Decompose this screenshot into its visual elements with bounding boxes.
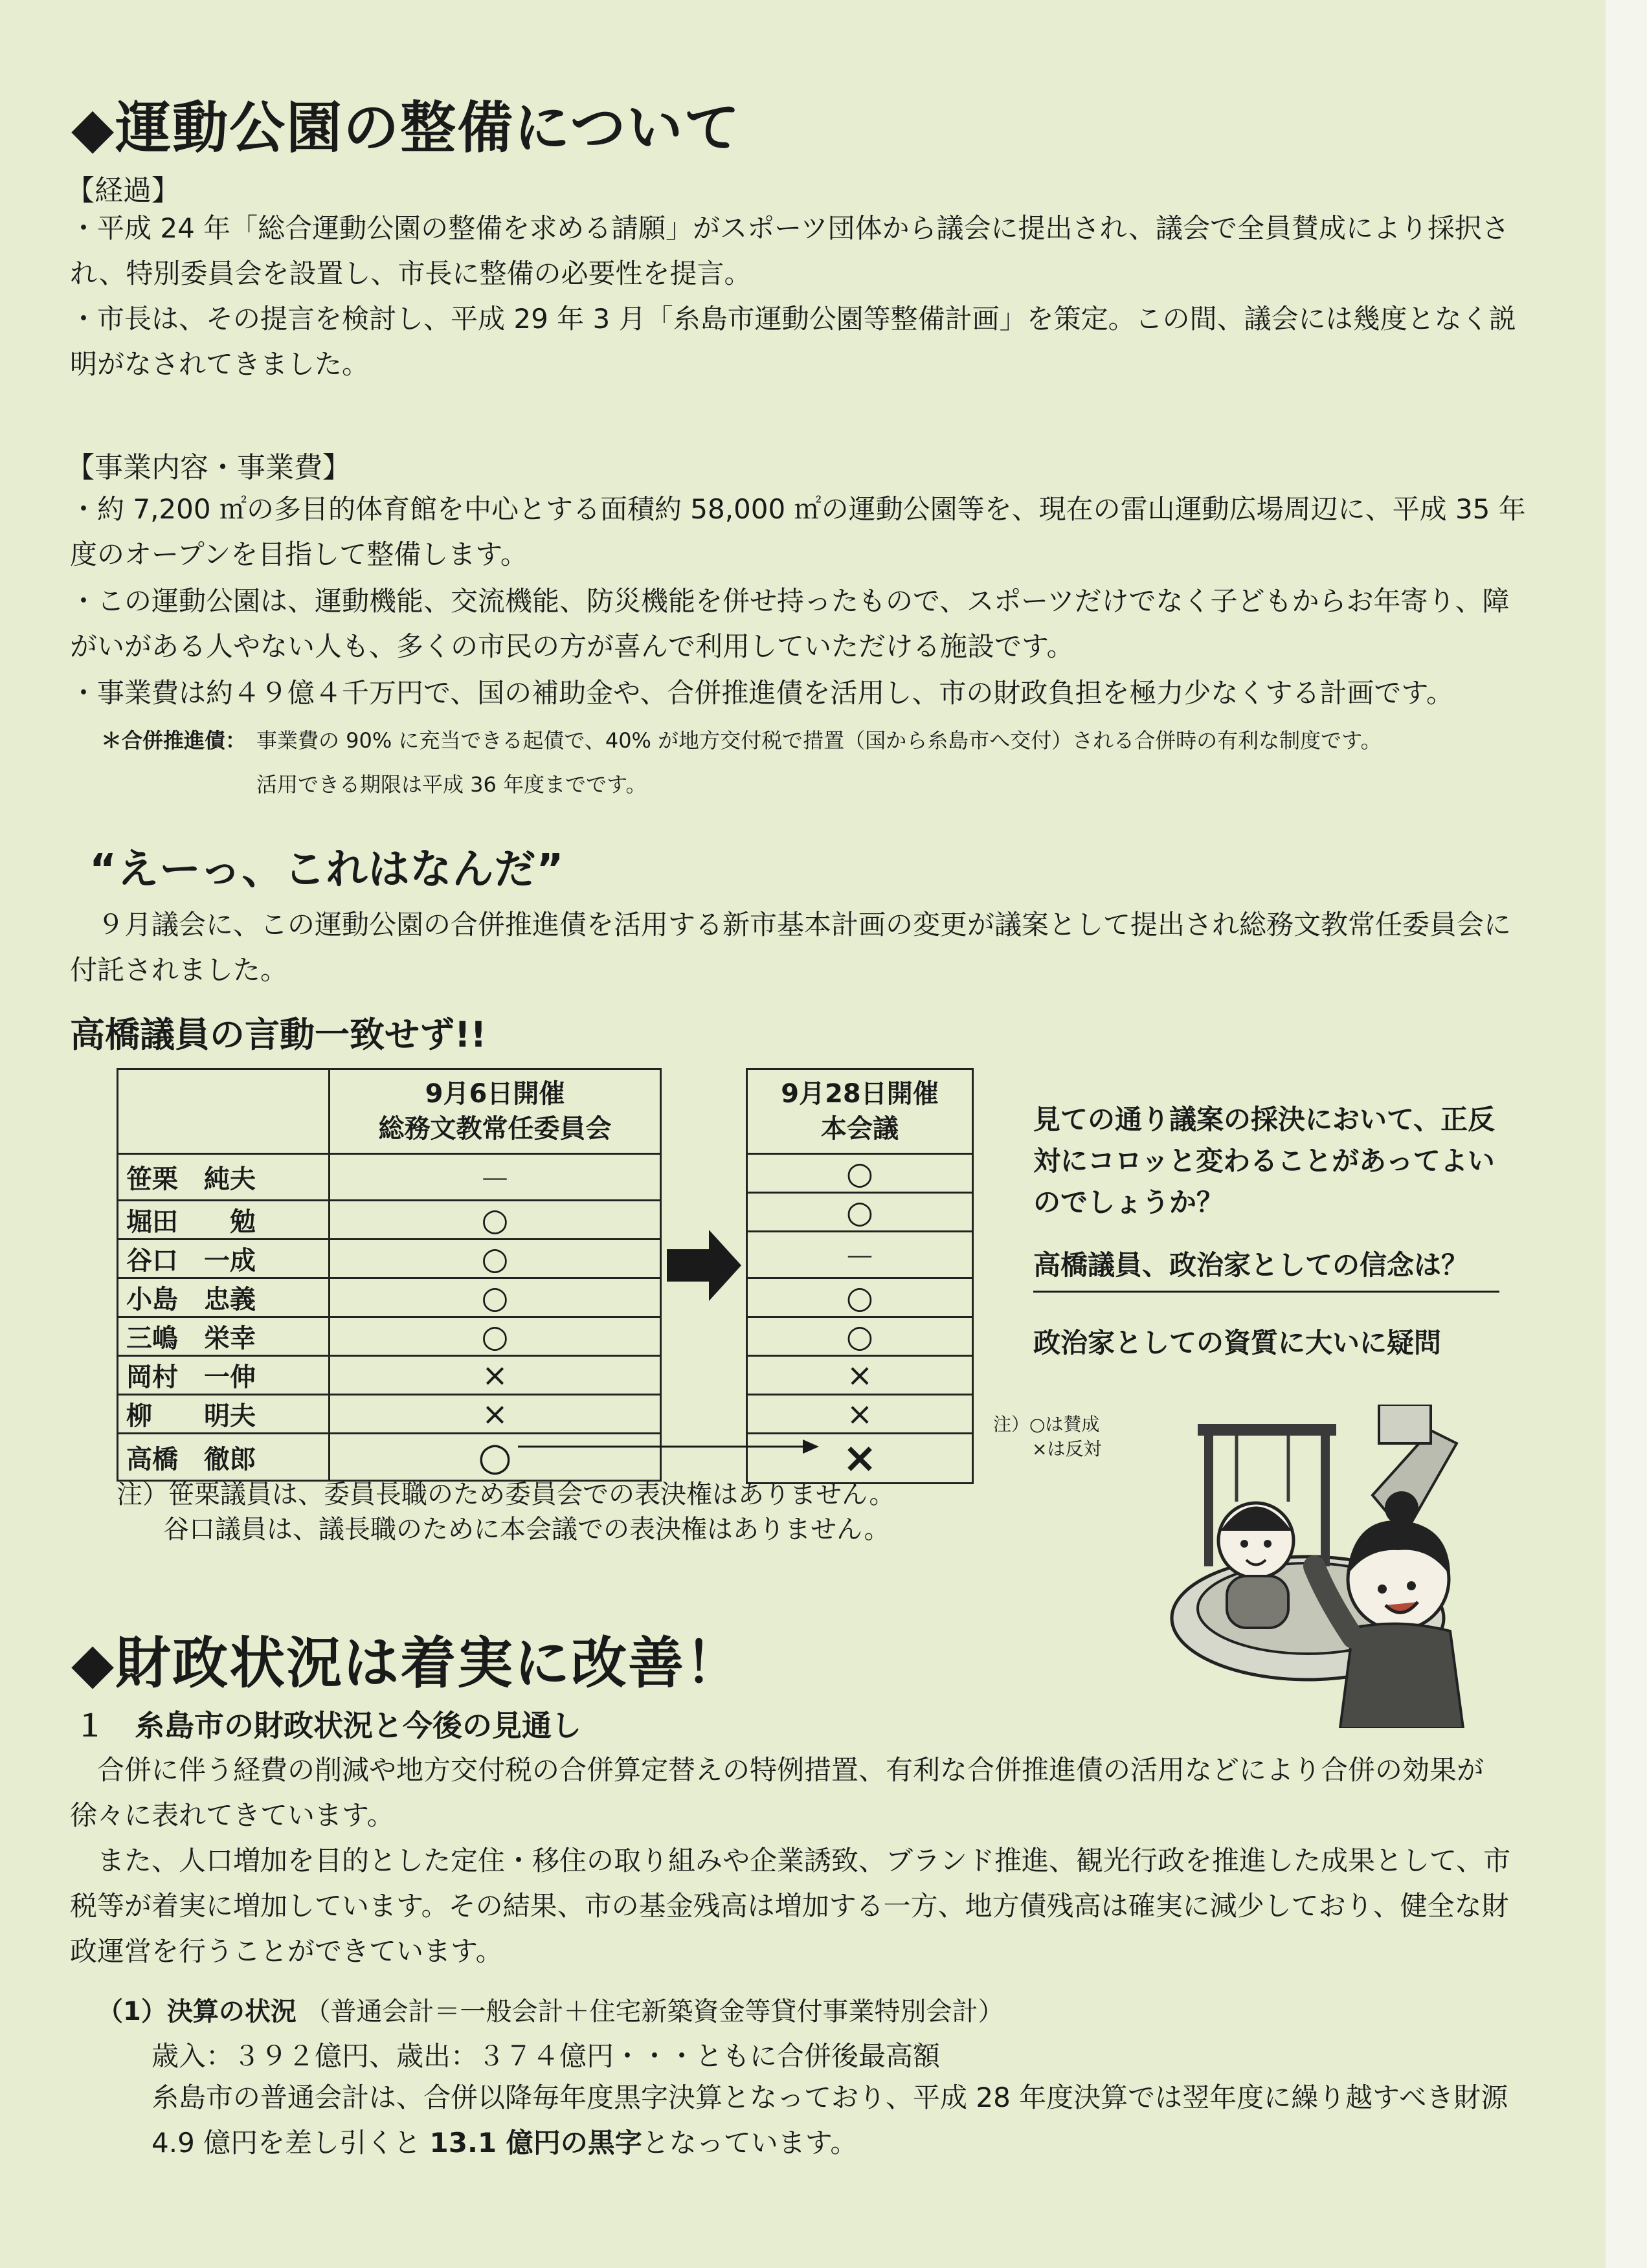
settlement-heading [97, 1991, 1004, 2028]
section2-intro: ９月議会に、この運動公園の合併推進債を活用する新市基本計画の変更が議案として提出され総務文教常任委員会に付託されました。 [70, 909, 1512, 986]
legend-line-1: 注）○は賛成 [993, 1414, 1100, 1435]
committee-vote: ○ [330, 1317, 661, 1356]
settlement-final-text: 糸島市の普通会計は、合併以降毎年度黒字決算となっており、平成 28 年度決算では翌年度に繰り越すべき財源 4.9 億円を差し引くと [151, 2082, 1508, 2159]
section3-para-2: また、人口増加を目的とした定住・移住の取り組みや企業誘致、ブランド推進、観光行政を推進した成果として、市税等が着実に増加しています。その結果、市の基金残高は増加する一方、地方債残高は確実に減少しており、健全な財政運営を行うことができています。 [70, 1845, 1511, 1967]
table-row [747, 1317, 973, 1356]
content-item-2: ・この運動公園は、運動機能、交流機能、防災機能を併せ持ったもので、スポーツだけでなく子どもからお年寄り、障がいがある人やない人も、多くの市民の方が喜んで利用していただける施設です。 [70, 585, 1510, 662]
table-row [747, 1154, 973, 1193]
side-question: 高橋議員、政治家としての信念は？ [1033, 1244, 1499, 1293]
committee-vote: ○ [330, 1240, 661, 1278]
member-name: 谷口 一成 [118, 1240, 330, 1278]
table-row [118, 1154, 661, 1201]
member-name: 三嶋 栄幸 [118, 1317, 330, 1356]
vote-change-arrow-icon [518, 1437, 822, 1456]
content-item-1: ・約 7,200 ㎡の多目的体育館を中心とする面積約 58,000 ㎡の運動公園等を、現在の雷山運動広場周辺に、平成 35 年度のオープンを目指して整備します。 [70, 493, 1526, 570]
section3-subtitle: １ 糸島市の財政状況と今後の見通し [75, 1708, 581, 1743]
section3-title: ◆財政状況は着実に改善！ [71, 1631, 743, 1696]
plenary-vote-table [746, 1068, 974, 1484]
history-label: 【経過】 [66, 174, 180, 207]
note-line-1: 事業費の 90% に充当できる起債で、40% が地方交付税で措置（国から糸島市へ交付）される合併時の有利な制度です。 [256, 728, 1382, 753]
content-label: 【事業内容・事業費】 [66, 451, 351, 484]
plenary-vote: － [747, 1232, 973, 1278]
history-item-1: ・平成 24 年「総合運動公園の整備を求める請願」がスポーツ団体から議会に提出され、議会で全員賛成により採択され、特別委員会を設置し、市長に整備の必要性を提言。 [70, 212, 1509, 289]
content-item-3: ・事業費は約４９億４千万円で、国の補助金や、合併推進債を活用し、市の財政負担を極力少なくする計画です。 [70, 677, 1453, 709]
section3-para-1: 合併に伴う経費の削減や地方交付税の合併算定替えの特例措置、有利な合併推進債の活用などにより合併の効果が徐々に表れてきています。 [70, 1754, 1485, 1831]
legend-line-2: ×は反対 [1032, 1438, 1102, 1460]
section2-subtitle: 高橋議員の言動一致せず!! [70, 1014, 487, 1055]
member-name: 高橋 徹郎 [118, 1434, 330, 1481]
table-row [747, 1232, 973, 1278]
table-row [747, 1278, 973, 1317]
plenary-vote: ○ [747, 1193, 973, 1232]
plenary-vote: × [747, 1434, 973, 1484]
revenue-line: 歳入：３９２億円、歳出：３７４億円・・・ともに合併後最高額 [151, 2040, 941, 2072]
member-name: 岡村 一伸 [118, 1356, 330, 1395]
table-note-line-2: 谷口議員は、議長職のために本会議での表決権はありません。 [163, 1515, 890, 1544]
plenary-header [747, 1069, 973, 1154]
plenary-vote: × [747, 1356, 973, 1395]
plenary-vote: ○ [747, 1278, 973, 1317]
table-row [118, 1395, 661, 1434]
member-name: 柳 明夫 [118, 1395, 330, 1434]
table-corner [118, 1069, 330, 1154]
history-item-2: ・市長は、その提言を検討し、平成 29 年 3 月「糸島市運動公園等整備計画」を策定。この間、議会には幾度となく説明がなされてきました。 [70, 303, 1516, 380]
side-text: 見ての通り議案の採決において、正反対にコロッと変わることがあってよいのでしょうか？ [1033, 1104, 1496, 1218]
side-doubt: 政治家としての資質に大いに疑問 [1033, 1327, 1442, 1359]
note-line-2: 活用できる期限は平成 36 年度までです。 [256, 772, 647, 797]
right-arrow-icon [667, 1230, 745, 1301]
plenary-vote: ○ [747, 1154, 973, 1193]
section2-title: “えーっ、これはなんだ” [89, 846, 565, 894]
surplus-amount: 13.1 億円の黒字 [429, 2127, 642, 2159]
settlement-final-end: となっています。 [642, 2127, 858, 2159]
page-edge [1606, 0, 1647, 2268]
plenary-vote: ○ [747, 1317, 973, 1356]
playground-illustration [1159, 1405, 1521, 1728]
committee-vote: － [330, 1154, 661, 1201]
committee-header-title: 総務文教常任委員会 [378, 1114, 612, 1144]
table-row [747, 1395, 973, 1434]
committee-vote: × [330, 1395, 661, 1434]
plenary-vote: × [747, 1395, 973, 1434]
table-note [117, 1477, 895, 1547]
settlement-paren: （普通会計＝一般会計＋住宅新築資金等貸付事業特別会計） [304, 1997, 1004, 2027]
table-row [118, 1317, 661, 1356]
note-label: ＊合併推進債： [101, 728, 247, 753]
plenary-header-title: 本会議 [821, 1114, 899, 1144]
committee-vote-table [117, 1068, 662, 1482]
committee-header-date: 9月6日開催 [425, 1079, 565, 1109]
table-row [118, 1201, 661, 1240]
committee-vote: ○ [330, 1278, 661, 1317]
settlement-label: （1）決算の状況 [97, 1997, 297, 2027]
member-name: 堀田 勉 [118, 1201, 330, 1240]
committee-header [330, 1069, 661, 1154]
committee-vote: ○ [330, 1201, 661, 1240]
plenary-header-date: 9月28日開催 [781, 1079, 939, 1109]
member-name: 小島 忠義 [118, 1278, 330, 1317]
committee-vote: ○ [330, 1434, 661, 1481]
committee-vote: × [330, 1356, 661, 1395]
table-note-line-1: 注）笹栗議員は、委員長職のため委員会での表決権はありません。 [117, 1480, 895, 1509]
table-row [118, 1356, 661, 1395]
settlement-final [151, 2075, 1524, 2166]
legend [993, 1412, 1101, 1462]
table-row [118, 1240, 661, 1278]
table-row [747, 1193, 973, 1232]
table-row [118, 1278, 661, 1317]
section1-title: ◆運動公園の整備について [71, 96, 741, 161]
table-row [747, 1356, 973, 1395]
member-name: 笹栗 純夫 [118, 1154, 330, 1201]
